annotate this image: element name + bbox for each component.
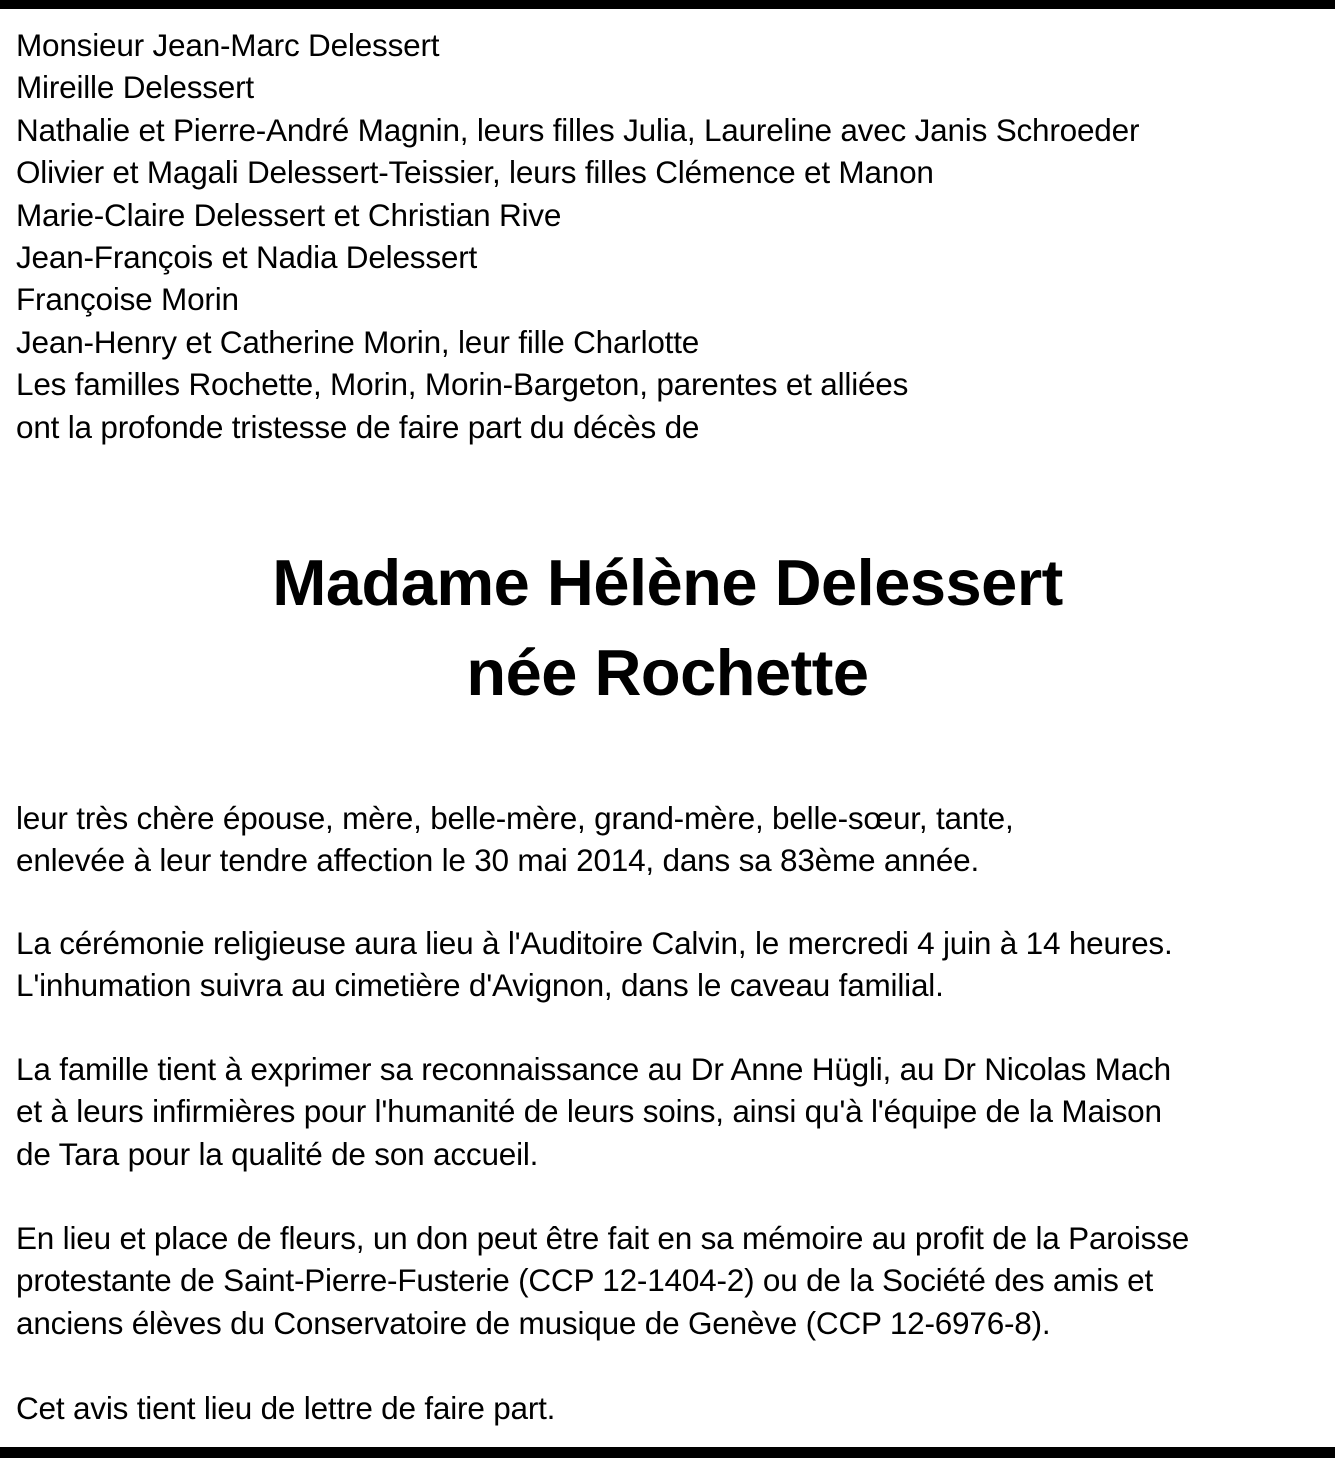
- paragraph-line: Cet avis tient lieu de lettre de faire part.: [16, 1390, 556, 1426]
- family-list: [16, 24, 1326, 448]
- family-line: Marie-Claire Delessert et Christian Rive: [16, 196, 562, 233]
- paragraph-line: enlevée à leur tendre affection le 30 mai 2014, dans sa 83ème année.: [16, 842, 980, 879]
- closing-paragraph: [16, 1387, 1331, 1429]
- bottom-border-rule: [0, 1447, 1335, 1458]
- paragraph-line: de Tara pour la qualité de son accueil.: [16, 1135, 539, 1172]
- deceased-name-block: [0, 538, 1335, 718]
- family-line: Les familles Rochette, Morin, Morin-Bargeton, parentes et alliées: [16, 366, 909, 403]
- gratitude-paragraph: [16, 1048, 1331, 1175]
- top-border-rule: [0, 0, 1335, 9]
- family-line: Jean-Henry et Catherine Morin, leur fille Charlotte: [16, 323, 700, 360]
- paragraph-line: et à leurs infirmières pour l'humanité de leurs soins, ainsi qu'à l'équipe de la Maison: [16, 1093, 1162, 1130]
- paragraph-line: protestante de Saint-Pierre-Fusterie (CCP 12-1404-2) ou de la Société des amis et: [16, 1262, 1154, 1299]
- family-announcement: [16, 24, 1326, 448]
- family-line: Françoise Morin: [16, 281, 239, 318]
- paragraph-line: anciens élèves du Conservatoire de musique de Genève (CCP 12-6976-8).: [16, 1304, 1051, 1341]
- paragraph-line: En lieu et place de fleurs, un don peut être fait en sa mémoire au profit de la Paroisse: [16, 1220, 1190, 1256]
- ceremony-paragraph: [16, 922, 1331, 1007]
- family-line: Mireille Delessert: [16, 69, 254, 106]
- announcement-intro: ont la profonde tristesse de faire part du décès de: [16, 408, 700, 445]
- paragraph-line: leur très chère épouse, mère, belle-mère, grand-mère, belle-sœur, tante,: [16, 800, 1014, 836]
- deceased-name: Madame Hélène Delessert: [272, 546, 1063, 619]
- paragraph-line: La cérémonie religieuse aura lieu à l'Auditoire Calvin, le mercredi 4 juin à 14 heures.: [16, 925, 1173, 961]
- paragraph-line: L'inhumation suivra au cimetière d'Avignon, dans le caveau familial.: [16, 967, 944, 1004]
- deceased-maiden-name: née Rochette: [466, 636, 869, 709]
- family-line: Monsieur Jean-Marc Delessert: [16, 27, 440, 63]
- donation-paragraph: [16, 1217, 1331, 1344]
- paragraph-line: La famille tient à exprimer sa reconnaissance au Dr Anne Hügli, au Dr Nicolas Mach: [16, 1051, 1171, 1087]
- family-line: Jean-François et Nadia Delessert: [16, 238, 478, 275]
- family-line: Nathalie et Pierre-André Magnin, leurs filles Julia, Laureline avec Janis Schroeder: [16, 111, 1140, 148]
- family-line: Olivier et Magali Delessert-Teissier, leurs filles Clémence et Manon: [16, 154, 934, 191]
- tribute-paragraph: [16, 797, 1331, 882]
